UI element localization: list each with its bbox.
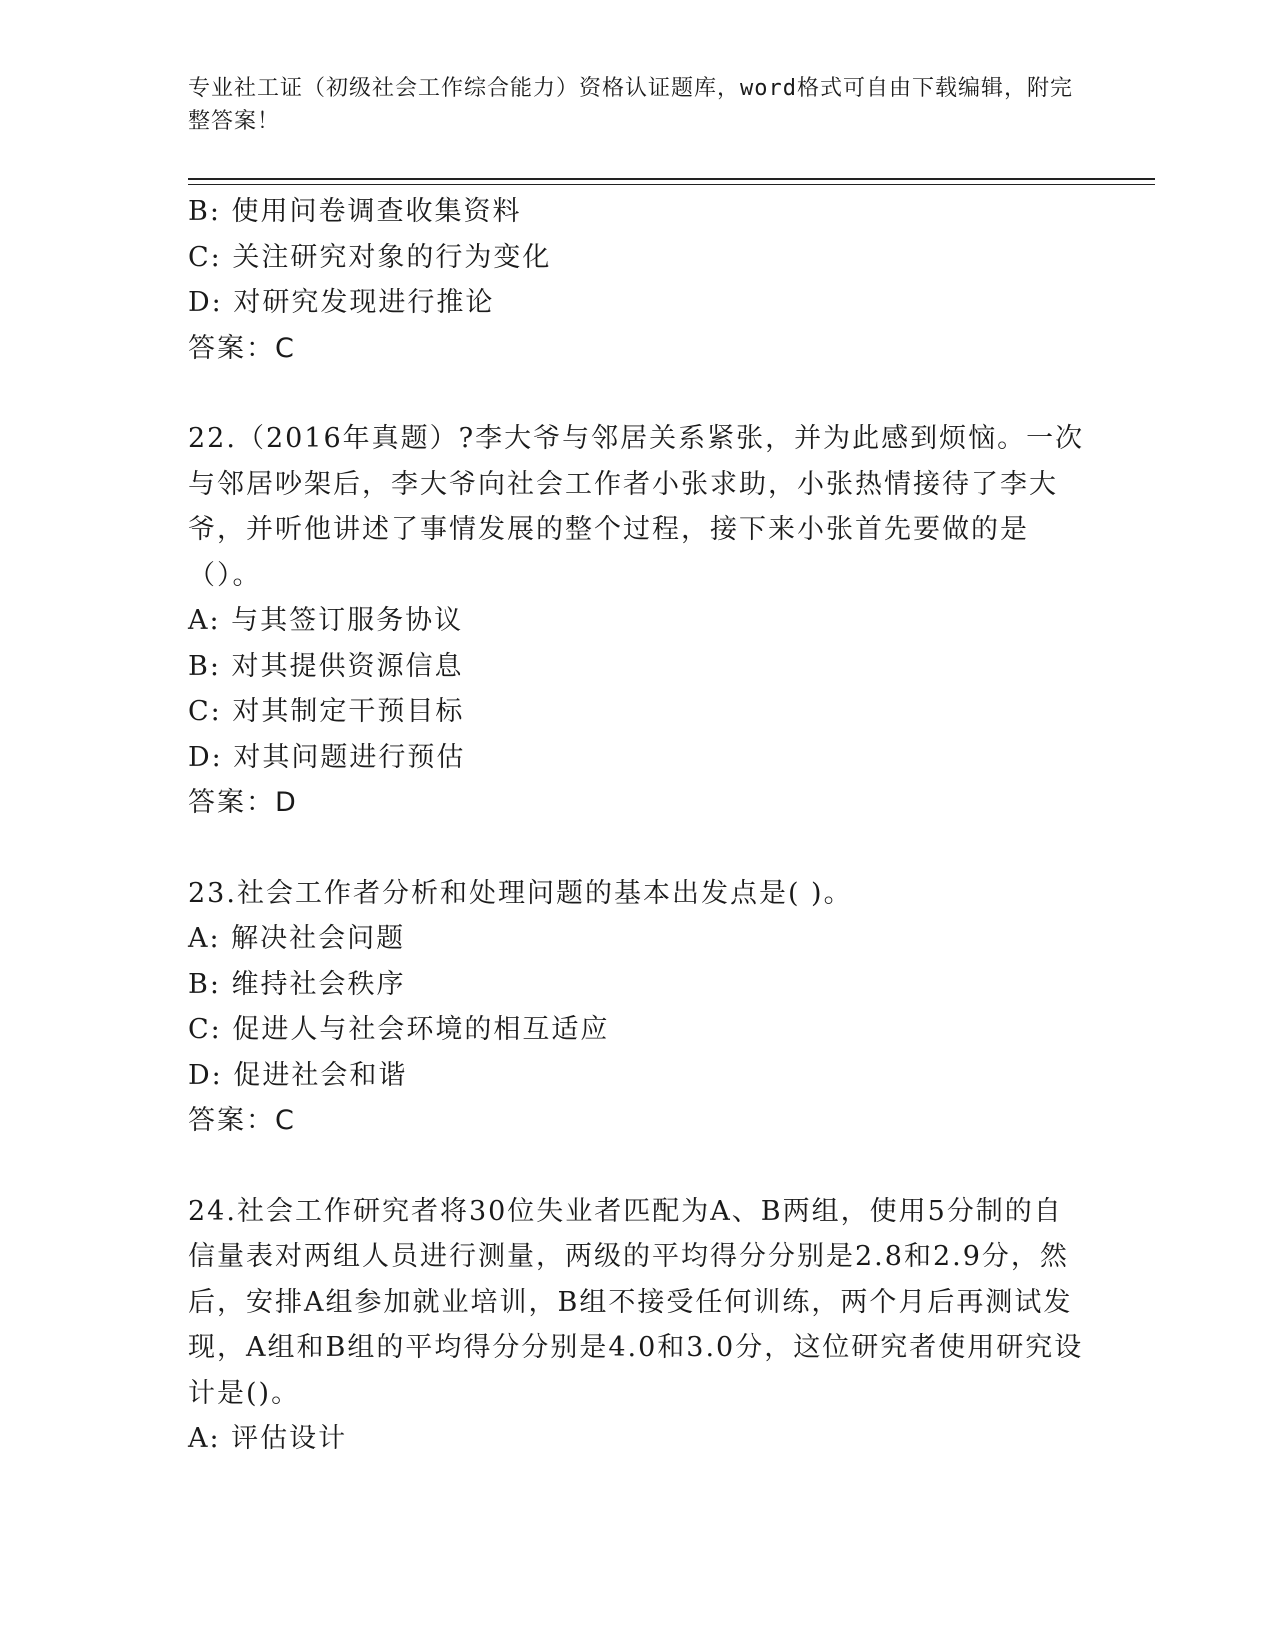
- option-c: C: 促进人与社会环境的相互适应: [188, 1014, 610, 1045]
- question-23: [188, 871, 1088, 1144]
- document-body: [188, 189, 1088, 1462]
- option-c: C: 关注研究对象的行为变化: [188, 241, 552, 273]
- answer-line: 答案：C: [188, 1105, 296, 1136]
- question-stem: 24.社会工作研究者将30位失业者匹配为A、B两组，使用5分制的自信量表对两组人员进行测量，两级的平均得分分别是2.8和2.9分，然后，安排A组参加就业培训，B组不接受任何训练，两个月后再测试发现，A组和B组的平均得分分别是4.0和3.0分，这位研究者使用研究设计是()。: [188, 1195, 1084, 1409]
- option-d: D: 对研究发现进行推论: [188, 287, 495, 318]
- option-a: A: 评估设计: [188, 1423, 348, 1454]
- option-a: A: 与其签订服务协议: [188, 605, 464, 636]
- header-divider-thick: [188, 178, 1155, 180]
- question-22: [188, 416, 1088, 826]
- question-24: [188, 1189, 1088, 1462]
- answer-line: 答案：D: [188, 787, 298, 818]
- question-stem: 22.（2016年真题）?李大爷与邻居关系紧张，并为此感到烦恼。一次与邻居吵架后，李大爷向社会工作者小张求助，小张热情接待了李大爷，并听他讲述了事情发展的整个过程，接下来小张首先要做的是（）。: [188, 423, 1085, 591]
- question-21-tail: [188, 189, 1088, 371]
- option-d: D: 促进社会和谐: [188, 1059, 408, 1091]
- option-b: B: 对其提供资源信息: [188, 650, 464, 682]
- option-d: D: 对其问题进行预估: [188, 741, 466, 773]
- answer-line: 答案：C: [188, 332, 296, 364]
- option-b: B: 使用问卷调查收集资料: [188, 196, 522, 227]
- document-header: 专业社工证（初级社会工作综合能力）资格认证题库，word格式可自由下载编辑，附完整答案！: [188, 76, 1073, 134]
- option-c: C: 对其制定干预目标: [188, 696, 465, 727]
- option-a: A: 解决社会问题: [188, 923, 406, 954]
- option-b: B: 维持社会秩序: [188, 968, 406, 1000]
- header-divider-thin: [188, 184, 1155, 185]
- question-stem: 23.社会工作者分析和处理问题的基本出发点是( )。: [188, 877, 853, 909]
